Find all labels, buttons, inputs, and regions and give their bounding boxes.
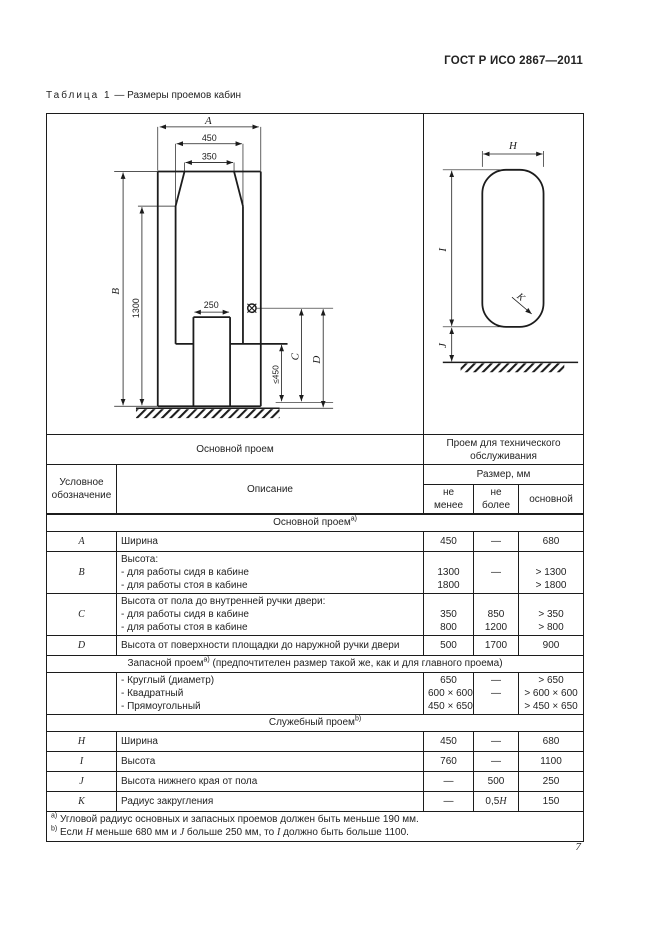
main-opening-diagram-cell (47, 114, 424, 435)
footnote-b: $^{b)}$ Если H меньше 680 мм и J больше 250 мм, то I должно быть больше 1100. (51, 825, 409, 838)
row-K (47, 791, 584, 811)
ground-hatching (443, 362, 578, 372)
cell-D-symbol: D (47, 635, 117, 655)
row-C (47, 593, 584, 635)
dim-label-J: J (436, 343, 449, 349)
header-max: не более (474, 485, 519, 515)
dim-label-350: 350 (201, 151, 217, 162)
cell-K-description: Радиус закругления (117, 791, 424, 811)
section-service-label: Служебный проем (268, 717, 355, 728)
section-emergency-opening (47, 655, 584, 672)
cell-C-basic: > 350 > 800 (519, 593, 584, 635)
cell-A-basic: 680 (519, 531, 584, 551)
cell-I-max: — (474, 751, 519, 771)
section-emergency-label: Запасной проем (127, 658, 204, 669)
row-H (47, 731, 584, 751)
cell-I-symbol: I (47, 751, 117, 771)
cell-B-basic: > 1300 > 1800 (519, 551, 584, 593)
service-opening-diagram (428, 115, 586, 433)
row-A (47, 531, 584, 551)
header-size: Размер, мм (424, 465, 584, 485)
dimension-lines (452, 154, 543, 361)
cell-D-min: 500 (424, 635, 474, 655)
cell-K-basic: 150 (519, 791, 584, 811)
cell-H-description: Ширина (117, 731, 424, 751)
table-caption-text: — Размеры проемов кабин (111, 90, 242, 101)
document-header: ГОСТ Р ИСО 2867—2011 (444, 55, 583, 67)
cell-D-description: Высота от поверхности площадки до наружной ручки двери (117, 635, 424, 655)
section-main-opening (47, 514, 584, 531)
dim-label-B: B (110, 288, 123, 295)
cell-I-min: 760 (424, 751, 474, 771)
dim-label-le450: ≤450 (270, 365, 281, 384)
main-opening-diagram (51, 115, 426, 433)
table-caption-label: Таблица 1 (46, 90, 112, 101)
section-emergency-sup: a) (203, 656, 210, 664)
row-emergency-sizes (47, 672, 584, 714)
cell-D-basic: 900 (519, 635, 584, 655)
cell-K-max: 0,5H (474, 791, 519, 811)
cab-openings-table (46, 113, 584, 842)
cell-C-symbol: C (47, 593, 117, 635)
cell-B-min: 1300 1800 (424, 551, 474, 593)
cell-C-max: 850 1200 (474, 593, 519, 635)
cell-emergency-symbol (47, 672, 117, 714)
service-opening-diagram-cell (424, 114, 584, 435)
service-opening-outline (482, 170, 543, 327)
cell-B-symbol: B (47, 551, 117, 593)
dim-label-D: D (311, 355, 324, 364)
header-row-1 (47, 465, 584, 485)
door-handle-icon (247, 304, 256, 313)
dimension-lines (123, 127, 323, 407)
cell-J-basic: 250 (519, 771, 584, 791)
cell-A-description: Ширина (117, 531, 424, 551)
header-basic: основной (519, 485, 584, 515)
header-min: не менее (424, 485, 474, 515)
section-emergency-note: (предпочтителен размер такой же, как и для главного проема) (209, 658, 503, 669)
cell-I-basic: 1100 (519, 751, 584, 771)
dim-label-H: H (509, 140, 517, 153)
extension-lines (114, 127, 333, 406)
cell-A-max: — (474, 531, 519, 551)
cell-emergency-max: — — (474, 672, 519, 714)
row-I (47, 751, 584, 771)
dim-label-250: 250 (203, 300, 219, 311)
section-main-sup: a) (350, 515, 357, 523)
cell-D-max: 1700 (474, 635, 519, 655)
row-J (47, 771, 584, 791)
table-caption (46, 90, 241, 101)
cabin-outline (158, 171, 288, 406)
cell-I-description: Высота (117, 751, 424, 771)
dim-label-K: K (514, 290, 527, 304)
cell-J-symbol: J (47, 771, 117, 791)
cell-C-min: 350 800 (424, 593, 474, 635)
ground-hatching (136, 408, 333, 418)
cell-J-description: Высота нижнего края от пола (117, 771, 424, 791)
cell-emergency-description: - Круглый (диаметр) - Квадратный - Прямоугольный (117, 672, 424, 714)
cell-H-basic: 680 (519, 731, 584, 751)
cell-H-min: 450 (424, 731, 474, 751)
row-D (47, 635, 584, 655)
header-symbol: Условное обозначение (47, 465, 117, 515)
page-number: 7 (575, 841, 581, 853)
row-B (47, 551, 584, 593)
dim-label-1300: 1300 (130, 298, 141, 319)
diagrams-row (47, 114, 584, 435)
cell-B-description: Высота: - для работы сидя в кабине - для работы стоя в кабине (117, 551, 424, 593)
cell-H-symbol: H (47, 731, 117, 751)
footnotes-row (47, 811, 584, 841)
footnote-a: $^{a)}$ Угловой радиус основных и запасных проемов должен быть меньше 190 мм. (51, 812, 419, 825)
cell-A-symbol: A (47, 531, 117, 551)
cell-K-min: — (424, 791, 474, 811)
section-service-sup: b) (354, 715, 362, 723)
cell-emergency-min: 650 600 × 600 450 × 650 (424, 672, 474, 714)
diagram-captions-row (47, 435, 584, 465)
cell-emergency-basic: > 650 > 600 × 600 > 450 × 650 (519, 672, 584, 714)
dim-label-A: A (204, 115, 212, 127)
section-main-label: Основной проем (273, 517, 351, 529)
dim-label-I: I (436, 247, 449, 252)
cell-H-max: — (474, 731, 519, 751)
cell-K-symbol: K (47, 791, 117, 811)
cell-B-max: — (474, 551, 519, 593)
extension-lines (443, 151, 544, 327)
cell-J-min: — (424, 771, 474, 791)
header-description: Описание (117, 465, 424, 515)
dim-label-C: C (289, 353, 302, 361)
service-opening-caption: Проем для технического обслуживания (424, 435, 584, 465)
cell-J-max: 500 (474, 771, 519, 791)
dim-label-450: 450 (201, 132, 217, 143)
section-service-opening (47, 714, 584, 731)
cell-A-min: 450 (424, 531, 474, 551)
main-opening-caption: Основной проем (47, 435, 424, 465)
cell-C-description: Высота от пола до внутренней ручки двери: - для работы сидя в кабине - для работы стоя в кабине (117, 593, 424, 635)
